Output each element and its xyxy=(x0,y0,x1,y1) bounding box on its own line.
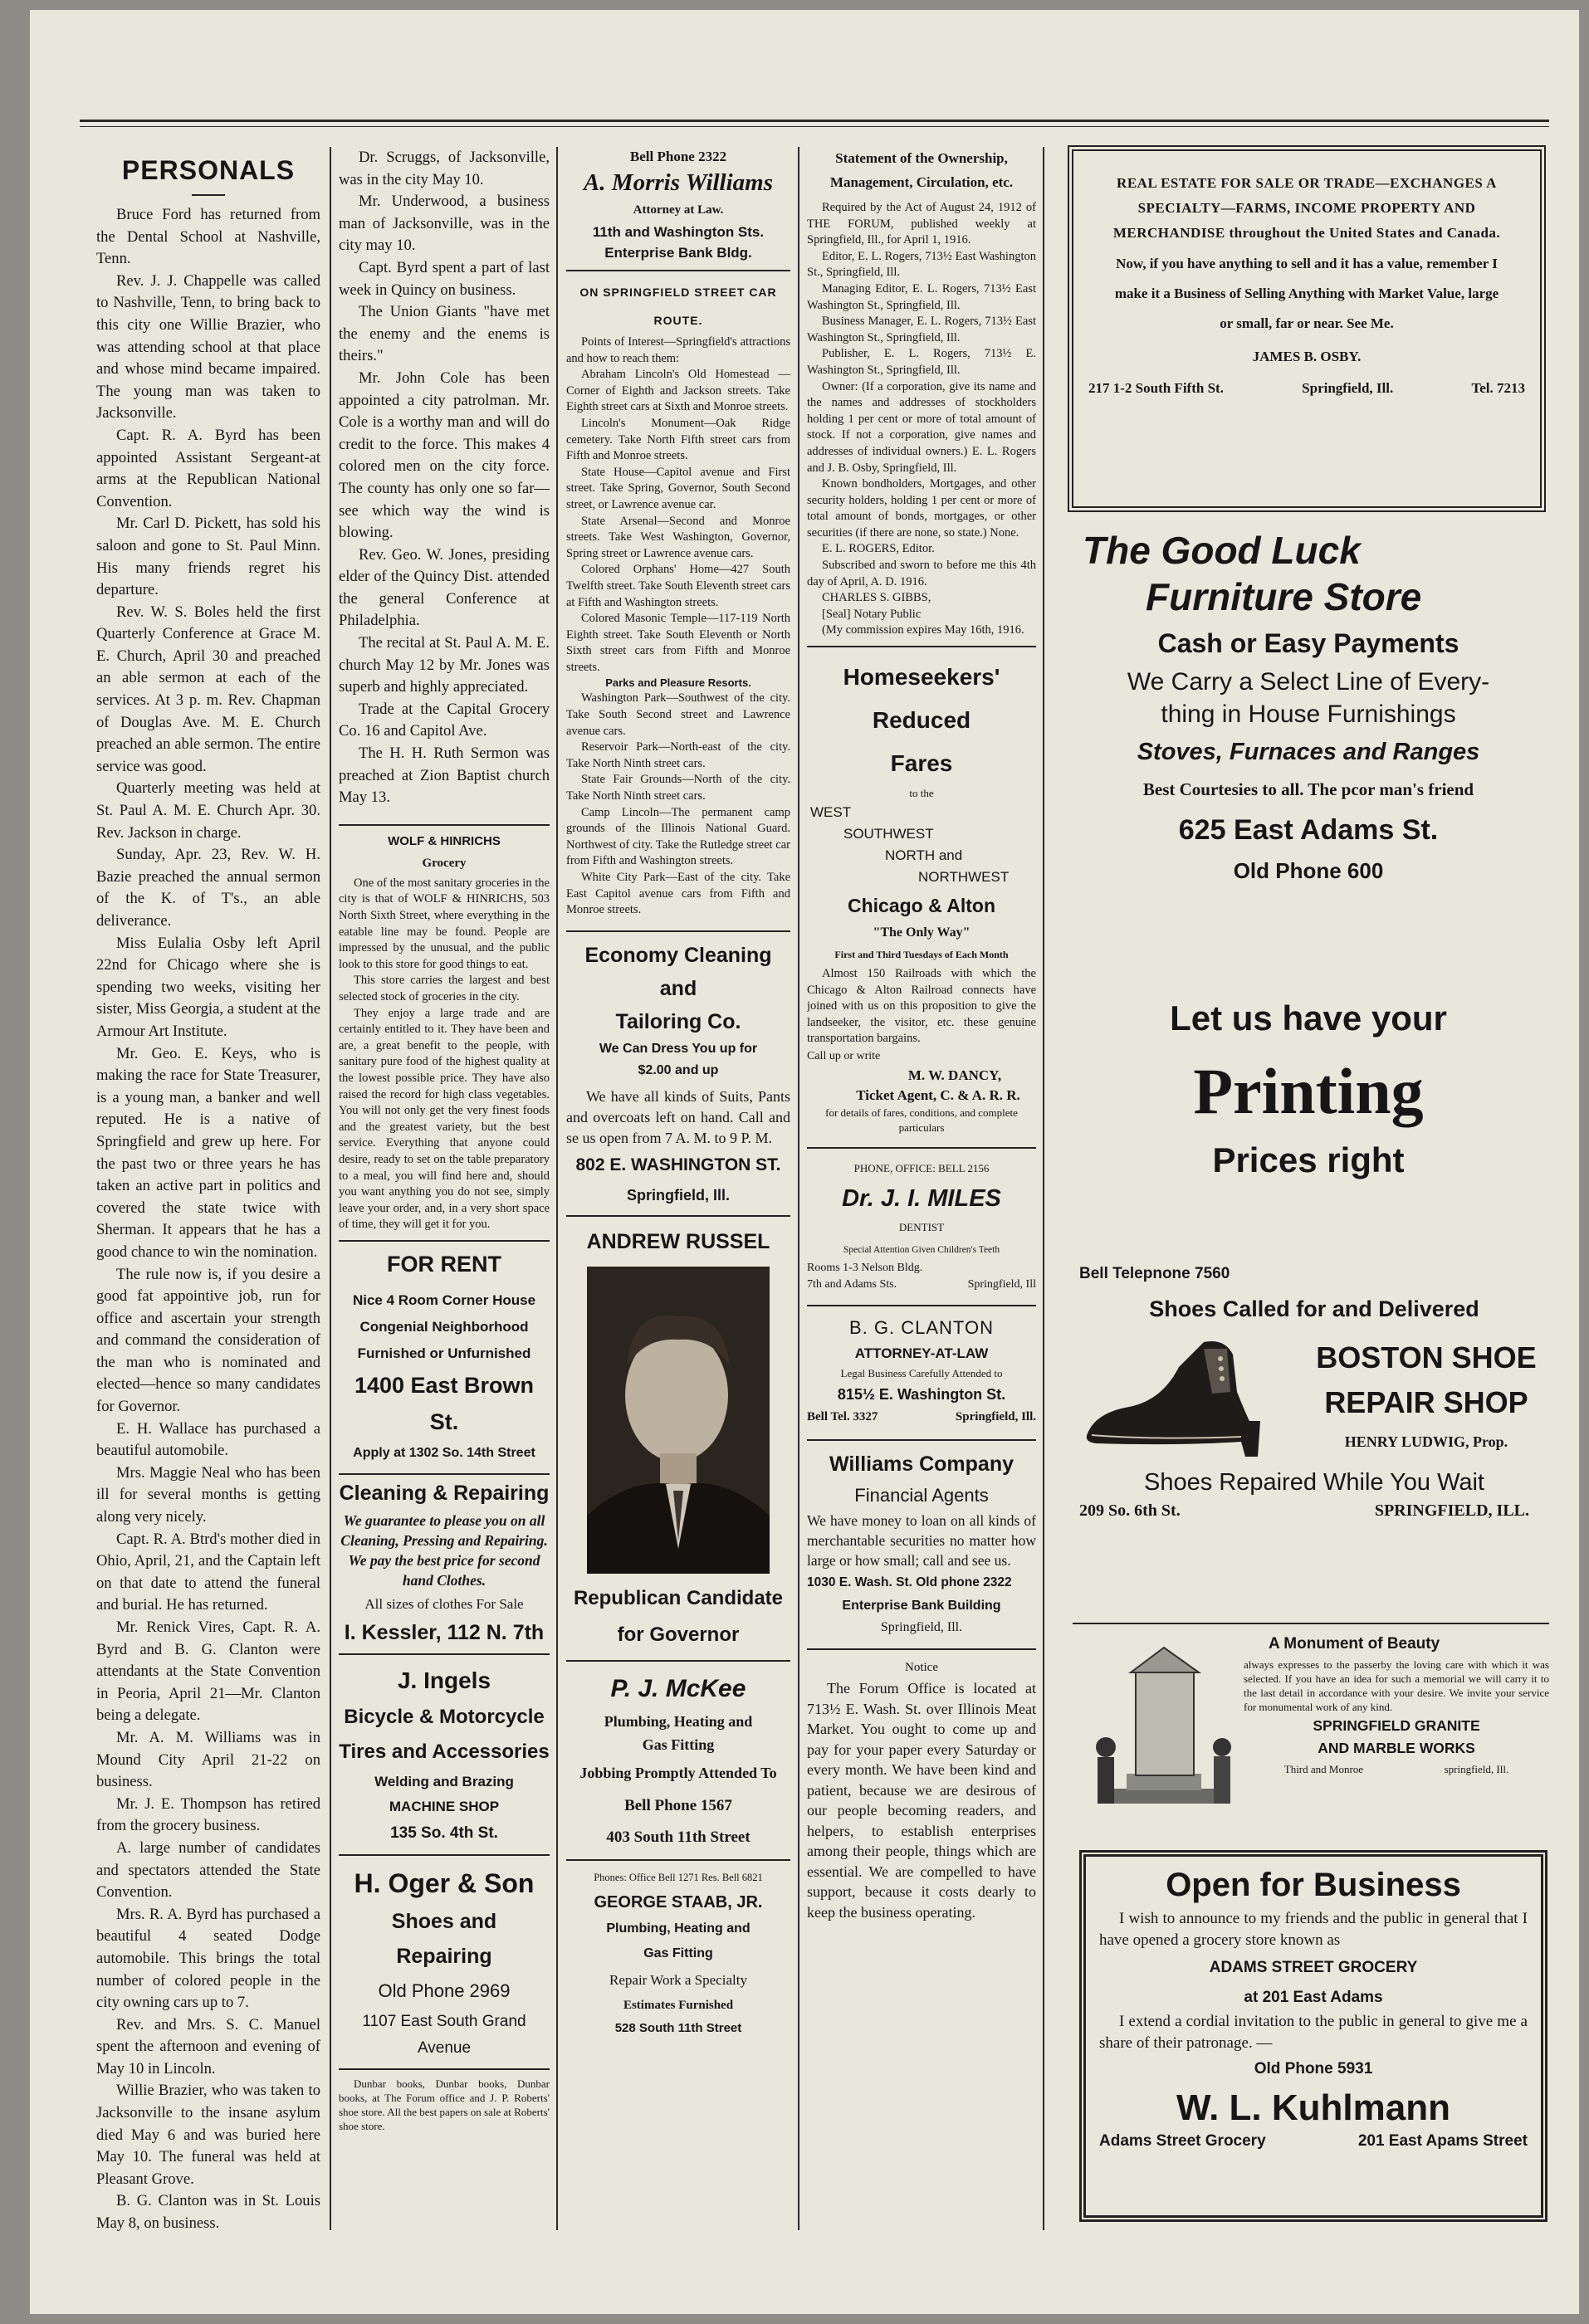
open-body-2: I extend a cordial invitation to the public in general to give me a share of their patronage. — xyxy=(1099,2013,1528,2052)
oger-line: Repairing xyxy=(396,1944,492,1968)
clanton-address: 815½ E. Washington St. xyxy=(837,1386,1006,1403)
clanton-name: B. G. CLANTON xyxy=(849,1317,994,1338)
economy-city: Springfield, Ill. xyxy=(626,1186,730,1204)
paragraph: The recital at St. Paul A. M. E. church May 12 by Mr. Jones was superb and highly appreciated. xyxy=(339,634,550,696)
mckee-phone: Bell Phone 1567 xyxy=(624,1796,732,1814)
staab-line: Plumbing, Heating and xyxy=(606,1921,750,1936)
furniture-stoves: Stoves, Furnaces and Ranges xyxy=(1137,739,1480,765)
miles-name: Dr. J. I. MILES xyxy=(842,1185,1001,1212)
osby-real-estate-ad xyxy=(1068,145,1546,512)
paragraph: One of the most sanitary groceries in the city is that of WOLF & HINRICHS, 503 North Sixth Street, where everything in the eatable line may be found. People are impressed by the unusual, and the public look to this store for good things to eat. xyxy=(339,876,550,971)
paragraph: Editor, E. L. Rogers, 713½ East Washington St., Springfield, Ill. xyxy=(807,249,1036,280)
paragraph: Mr. A. M. Williams was in Mound City April 21-22 on business. xyxy=(96,1728,320,1791)
divider xyxy=(807,646,1036,647)
staab-line: Gas Fitting xyxy=(643,1946,713,1960)
paragraph: Rev. and Mrs. S. C. Manuel spent the afternoon and evening of May 10 in Lincoln. xyxy=(96,2015,320,2077)
open-title: Open for Business xyxy=(1166,1867,1461,1903)
wolf-hinrichs-body xyxy=(339,876,550,1233)
divider xyxy=(807,1147,1036,1149)
paragraph: Managing Editor, E. L. Rogers, 713½ East Washington St., Springfield, Ill. xyxy=(807,281,1036,312)
paragraph: The H. H. Ruth Sermon was preached at Zion Baptist church May 13. xyxy=(339,745,550,807)
for-rent-address: 1400 East Brown St. xyxy=(354,1372,535,1434)
paragraph: State Fair Grounds—North of the city. Take North Ninth street cars. xyxy=(566,773,790,803)
economy-body: We have all kinds of Suits, Pants and overcoats left on hand. Call and se us open from 7 A. M. to 9 P. M. xyxy=(566,1087,790,1146)
paragraph: Washington Park—Southwest of the city. Take South Second street and Lawrence avenue cars. xyxy=(566,691,790,738)
ingels-line: Bicycle & Motorcycle xyxy=(344,1705,545,1728)
boston-city: SPRINGFIELD, ILL. xyxy=(1374,1501,1529,1520)
column-three xyxy=(566,147,790,2234)
boston-address-row xyxy=(1079,1501,1549,1521)
printing-prices: Prices right xyxy=(1212,1140,1405,1179)
furniture-store-ad xyxy=(1048,512,1549,977)
economy-offer: We Can Dress You up for xyxy=(599,1041,758,1056)
divider xyxy=(566,1660,790,1662)
staab-name: GEORGE STAAB, JR. xyxy=(594,1892,763,1911)
furniture-payments: Cash or Easy Payments xyxy=(1157,628,1459,658)
paragraph: Lincoln's Monument—Oak Ridge cemetery. Take North Fifth street cars from Fifth and Monroe streets. xyxy=(566,416,790,463)
fares-call: Call up or write xyxy=(807,1050,881,1062)
paragraph: Colored Masonic Temple—117-119 North Eighth street. Take South Eleventh or North Sixth street cars from Fifth and Monroe streets. xyxy=(566,612,790,674)
clanton-contact-row xyxy=(807,1406,1036,1428)
furniture-title: The Good Luck xyxy=(1083,529,1361,572)
for-rent-line: Nice 4 Room Corner House xyxy=(352,1291,536,1308)
fares-dest: SOUTHWEST xyxy=(843,826,934,842)
boston-body xyxy=(1079,1329,1549,1463)
paragraph: Miss Eulalia Osby left April 22nd for Chicago where she is spending two weeks, visiting her sister, Miss Georgia, a student at the Armour Art Institute. xyxy=(96,934,320,1040)
open-at: at 201 East Adams xyxy=(1244,1989,1383,2006)
fares-dest: NORTHWEST xyxy=(918,869,1010,886)
paragraph: Abraham Lincoln's Old Homestead —Corner of Eighth and Jackson streets. Take Eighth street cars at Sixth and Monroe streets. xyxy=(566,368,790,414)
miles-role: DENTIST xyxy=(898,1221,945,1233)
williams-co-role: Financial Agents xyxy=(854,1485,989,1506)
paragraph: Mr. Underwood, a business man of Jacksonville, was in the city may 10. xyxy=(339,193,550,255)
top-rule-thin xyxy=(80,126,1549,127)
osby-name: JAMES B. OSBY. xyxy=(1252,349,1362,364)
paragraph: Publisher, E. L. Rogers, 713½ E. Washington St., Springfield, Ill. xyxy=(807,347,1036,377)
granite-body: always expresses to the passerby the loving care with which it was selected. If you have an idea for such a memorial we will carry it to the last detail in accordance with your desire. We invite your service for monumental work of any kind. xyxy=(1244,1658,1549,1713)
williams-co-name: Williams Company xyxy=(829,1452,1015,1476)
paragraph: Capt. R. A. Byrd has been appointed Assistant Sergeant-at arms at the Republican National Convention. xyxy=(96,426,320,510)
miles-rooms: Rooms 1-3 Nelson Bldg. xyxy=(807,1262,923,1274)
cleaning-body: We guarantee to please you on all Cleaning, Pressing and Repairing. We pay the best price for second hand Clothes. xyxy=(340,1511,548,1589)
paragraph: Subscribed and sworn to before me this 4th day of April, A. D. 1916. xyxy=(807,559,1036,588)
fares-dest: WEST xyxy=(810,804,852,821)
ingels-title: J. Ingels xyxy=(397,1667,491,1693)
column-rule xyxy=(330,147,331,2230)
miles-address-row xyxy=(807,1277,1036,1293)
fares-days: First and Third Tuesdays of Each Month xyxy=(834,949,1009,961)
staab-address: 528 South 11th Street xyxy=(614,2020,742,2035)
staab-line: Repair Work a Specialty xyxy=(609,1971,747,1988)
mckee-line: Plumbing, Heating and xyxy=(604,1712,753,1730)
fares-dest: NORTH and xyxy=(885,847,963,864)
paragraph: Willie Brazier, who was taken to Jacksonville to the insane asylum died May 6 and was buried here May 10. The funeral was held at Pleasant Grove. xyxy=(96,2082,320,2188)
mckee-name: P. J. McKee xyxy=(610,1674,746,1702)
kessler-address: I. Kessler, 112 N. 7th xyxy=(344,1620,545,1644)
granite-ad xyxy=(1048,1631,1549,1838)
fares-agent-2: Ticket Agent, C. & A. R. R. xyxy=(856,1087,1020,1103)
russel-line: for Governor xyxy=(617,1623,740,1646)
paragraph: Rev. J. J. Chappelle was called to Nashville, Tenn, to bring back to this city one Willie Brazier, who was attending school at that place and whose mind became impaired. The young man was taken to Jacksonville. xyxy=(96,271,320,422)
divider xyxy=(807,1305,1036,1306)
granite-name: SPRINGFIELD GRANITE xyxy=(1313,1717,1480,1734)
wolf-hinrichs-sub: Grocery xyxy=(422,856,467,870)
miles-spec: Special Attention Given Children's Teeth xyxy=(843,1245,1000,1255)
granite-address-row xyxy=(1244,1759,1549,1780)
miles-phone: PHONE, OFFICE: BELL 2156 xyxy=(853,1162,990,1174)
paragraph: Bruce Ford has returned from the Dental School at Nashville, Tenn. xyxy=(96,206,320,268)
parks-list xyxy=(566,691,790,918)
williams-phone: Bell Phone 2322 xyxy=(629,149,727,164)
paragraph: Owner: (If a corporation, give its name and the names and addresses of stockholders holding 1 per cent or more of total amount of stock. If not a corporation, give names and addresses of individual owners.) E. L. Rogers and J. B. Osby, Springfield, Ill. xyxy=(807,379,1036,475)
williams-name: A. Morris Williams xyxy=(583,169,774,196)
paragraph: Mr. J. E. Thompson has retired from the grocery business. xyxy=(96,1794,320,1835)
paragraph: Rev. W. S. Boles held the first Quarterly Conference at Grace M. E. Church, April 30 and preached an able sermon at each of the services. At 3 p. m. Rev. Chapman of Douglas Ave. M. E. Church preached an able sermon. The entire service was good. xyxy=(96,603,320,775)
shoe-illustration xyxy=(1079,1334,1303,1458)
furniture-address: 625 East Adams St. xyxy=(1178,814,1439,846)
paragraph: Mrs. Maggie Neal who has been ill for several months is getting along very nicely. xyxy=(96,1463,320,1526)
paragraph: They enjoy a large trade and are certainly entitled to it. They have been and are, a great benefit to the people, with sanitary pure food of the highest quality at the lowest possible price. They have also raised the record for high class vegetables. You will not only get the very finest foods and the greatest variety, but the best service. Everything that anyone could desire, ready to set on the table preparatory to a meal, you will find here and, should you want anything you do not see, simply leave your order, and, in a very short space of time, they will get it for you. xyxy=(339,1006,550,1232)
newspaper-page xyxy=(30,10,1579,2314)
paragraph: Known bondholders, Mortgages, and other security holders, holding 1 per cent or more of total amount of bonds, mortgages, or other securities (if there are none, so state.) None. xyxy=(807,477,1036,540)
column-rule xyxy=(556,147,558,2230)
column-rule xyxy=(798,147,799,2230)
paragraph: The Union Giants "have met the enemy and the enems is theirs." xyxy=(339,303,550,365)
cleaning-title: Cleaning & Repairing xyxy=(339,1481,550,1505)
granite-name-2: AND MARBLE WORKS xyxy=(1318,1740,1475,1756)
mckee-line: Jobbing Promptly Attended To xyxy=(579,1764,777,1781)
personals-continued xyxy=(339,147,550,809)
column-two xyxy=(339,147,550,2234)
paragraph: E. H. Wallace has purchased a beautiful automobile. xyxy=(96,1419,320,1460)
personals-list xyxy=(96,204,320,2234)
staab-phones: Phones: Office Bell 1271 Res. Bell 6821 xyxy=(594,1871,763,1883)
for-rent-apply: Apply at 1302 So. 14th Street xyxy=(353,1445,535,1460)
paragraph: CHARLES S. GIBBS, xyxy=(822,591,931,605)
wolf-hinrichs-title: WOLF & HINRICHS xyxy=(388,833,501,848)
divider xyxy=(807,1439,1036,1441)
railroad-motto: "The Only Way" xyxy=(873,925,971,940)
column-four xyxy=(807,147,1036,2234)
russel-name: ANDREW RUSSEL xyxy=(586,1229,770,1253)
oger-title: H. Oger & Son xyxy=(354,1868,535,1898)
ownership-title: Statement of the Ownership, xyxy=(835,150,1008,166)
divider xyxy=(339,1854,550,1856)
paragraph: Quarterly meeting was held at St. Paul A. M. E. Church Apr. 30. Rev. Jackson in charge. xyxy=(96,779,320,842)
furniture-courtesy: Best Courtesies to all. The pcor man's friend xyxy=(1142,779,1474,799)
mckee-address: 403 South 11th Street xyxy=(606,1828,750,1846)
furniture-line: We Carry a Select Line of Every- xyxy=(1127,668,1490,696)
furniture-phone: Old Phone 600 xyxy=(1233,858,1384,883)
ownership-statement xyxy=(807,200,1036,639)
paragraph: Mr. Geo. E. Keys, who is making the race for State Treasurer, is a young man, a banker and well reputed. He is a native of Springfield and grew up here. For the past two or three years he has taken an active part in politics and covered the state twice with Sherman. It appears that he has a good chance to win the nomination. xyxy=(96,1044,320,1261)
boston-wait: Shoes Repaired While You Wait xyxy=(1144,1469,1484,1496)
boston-name-2: REPAIR SHOP xyxy=(1324,1385,1528,1419)
russel-line: Republican Candidate xyxy=(573,1586,784,1609)
paragraph: This store carries the largest and best selected stock of groceries in the city. xyxy=(339,974,550,1003)
divider xyxy=(566,1859,790,1861)
railroad-name: Chicago & Alton xyxy=(847,895,996,917)
boston-called: Shoes Called for and Delivered xyxy=(1149,1296,1479,1321)
osby-tel: Tel. 7213 xyxy=(1471,380,1525,396)
ingels-line: MACHINE SHOP xyxy=(389,1798,500,1814)
divider xyxy=(339,1473,550,1475)
williams-building: Enterprise Bank Bldg. xyxy=(604,245,752,261)
paragraph: E. L. ROGERS, Editor. xyxy=(822,542,935,556)
paragraph: (My commission expires May 16th, 1916. xyxy=(822,623,1024,637)
personals-heading: PERSONALS xyxy=(121,155,296,185)
paragraph: Mr. Carl D. Pickett, has sold his saloon and gone to St. Paul Minn. His many friends regret his departure. xyxy=(96,515,320,599)
divider xyxy=(339,1653,550,1655)
for-rent-title: FOR RENT xyxy=(387,1251,501,1277)
printing-ad xyxy=(1048,977,1549,1259)
ingels-line: Welding and Brazing xyxy=(374,1773,514,1789)
oger-phone: Old Phone 2969 xyxy=(378,1980,511,2001)
granite-title: A Monument of Beauty xyxy=(1269,1635,1440,1653)
paragraph: Capt. R. A. Btrd's mother died in Ohio, April, 21, and the Captain left on that date to attend the funeral and burial. He has returned. xyxy=(96,1530,320,1614)
clanton-city: Springfield, Ill. xyxy=(955,1410,1036,1423)
column-rule xyxy=(1043,147,1044,2230)
osby-contact-row xyxy=(1088,380,1525,397)
williams-co-city: Springfield, Ill. xyxy=(880,1620,963,1634)
paragraph: Trade at the Capital Grocery Co. 16 and Capitol Ave. xyxy=(339,700,550,740)
for-rent-line: Congenial Neighborhood xyxy=(359,1318,529,1335)
divider xyxy=(1073,1623,1549,1624)
granite-text xyxy=(1239,1631,1549,1838)
route-title: ON SPRINGFIELD STREET CAR ROUTE. xyxy=(579,286,777,327)
boston-name-block xyxy=(1303,1329,1549,1463)
paragraph: White City Park—East of the city. Take East Capitol avenue cars from Fifth and Monroe streets. xyxy=(566,871,790,917)
fares-to: to the xyxy=(909,787,934,800)
heading-divider xyxy=(192,194,225,196)
paragraph: Business Manager, E. L. Rogers, 713½ East Washington St., Springfield, Ill. xyxy=(807,315,1036,344)
ingels-line: Tires and Accessories xyxy=(339,1740,550,1763)
paragraph: State Arsenal—Second and Monroe streets. Take West Washington, Governor, Spring street or Lawrence avenue cars. xyxy=(566,514,790,560)
divider xyxy=(339,1240,550,1242)
williams-co-body: We have money to loan on all kinds of merchantable securities no matter how large or how small; call and see us. xyxy=(807,1512,1036,1569)
economy-title: Economy Cleaning and xyxy=(584,943,772,1000)
economy-address: 802 E. WASHINGTON ST. xyxy=(575,1155,781,1174)
paragraph: Mr. John Cole has been appointed a city patrolman. Mr. Cole is a worthy man and will do credit to the force. This makes 4 colored men on the city force. The county has only one so far—see which way the wind is blowing. xyxy=(339,369,550,542)
clanton-line: Legal Business Carefully Attended to xyxy=(840,1367,1003,1379)
boston-name: BOSTON SHOE xyxy=(1316,1340,1537,1374)
paragraph: A. large number of candidates and spectators attended the State Convention. xyxy=(96,1838,320,1902)
open-store: ADAMS STREET GROCERY xyxy=(1209,1959,1418,1976)
route-list xyxy=(566,334,790,676)
paragraph: The rule now is, if you desire a good fat appointive job, run for office and ascertain your strength and command the consideration of the man who is nominated and elected—hence so many candidates for Governor. xyxy=(96,1265,320,1416)
paragraph: State House—Capitol avenue and First street. Take Spring, Governor, South Second street, or Lawrence avenue car. xyxy=(566,465,790,511)
dunbar-notice: Dunbar books, Dunbar books, Dunbar books, at The Forum office and J. P. Roberts' shoe store. All the best papers on sale at Roberts' shoe store. xyxy=(339,2077,550,2132)
top-rule xyxy=(80,120,1549,122)
boston-shoe-ad xyxy=(1048,1259,1549,1616)
paragraph: Mr. Renick Vires, Capt. R. A. Byrd and B. G. Clanton were attendants at the State Convention in Peoria, April 21—Mr. Clanton being a delegate. xyxy=(96,1618,320,1725)
monument-illustration xyxy=(1081,1631,1239,1814)
open-body: I wish to announce to my friends and the public in general that I have opened a grocery store known as xyxy=(1099,1910,1528,1949)
open-footer-address: 201 East Apams Street xyxy=(1357,2132,1528,2150)
fares-title-2: Reduced xyxy=(872,707,971,734)
boston-phone: Bell Telepnone 7560 xyxy=(1079,1265,1230,1282)
fares-details: for details of fares, conditions, and complete particulars xyxy=(825,1106,1018,1134)
printing-line: Let us have your xyxy=(1170,998,1447,1038)
printing-title: Printing xyxy=(1193,1055,1424,1127)
granite-city: springfield, Ill. xyxy=(1444,1763,1509,1775)
miles-address: 7th and Adams Sts. xyxy=(807,1278,897,1291)
personals-column xyxy=(96,147,320,2234)
clanton-role: ATTORNEY-AT-LAW xyxy=(854,1345,989,1361)
granite-address: Third and Monroe xyxy=(1283,1763,1364,1775)
paragraph: Dr. Scruggs, of Jacksonville, was in the city May 10. xyxy=(339,149,550,188)
paragraph: Sunday, Apr. 23, Rev. W. H. Bazie preached the annual sermon of the K. of T's., an able deliverance. xyxy=(96,846,320,930)
fares-body: Almost 150 Railroads with which the Chicago & Alton Railroad connects have joined with us on this proposition to give the landseeker, the visitor, etc. these genuine transportation bargains. xyxy=(807,967,1036,1046)
divider xyxy=(566,270,790,271)
divider xyxy=(339,824,550,826)
open-footer xyxy=(1099,2132,1528,2151)
column-five xyxy=(1048,139,1549,2234)
fares-agent: M. W. DANCY, xyxy=(907,1067,1002,1083)
economy-price: $2.00 and up xyxy=(638,1062,719,1077)
furniture-line-2: thing in House Furnishings xyxy=(1161,701,1456,728)
ownership-title-2: Management, Circulation, etc. xyxy=(829,174,1014,190)
mckee-line: Gas Fitting xyxy=(642,1736,715,1753)
open-footer-store: Adams Street Grocery xyxy=(1099,2132,1266,2150)
candidate-portrait xyxy=(587,1267,770,1574)
williams-co-address: 1030 E. Wash. St. Old phone 2322 xyxy=(807,1575,1012,1589)
paragraph: B. G. Clanton was in St. Louis May 8, on business. xyxy=(96,2192,320,2233)
osby-offer: Now, if you have anything to sell and it has a value, remember I make it a Business of Selling Anything with Market Value, large or small, far or near. See Me. xyxy=(1114,256,1499,331)
paragraph: Reservoir Park—North-east of the city. Take North Ninth street cars. xyxy=(566,740,790,770)
williams-co-building: Enterprise Bank Building xyxy=(842,1599,1001,1613)
divider xyxy=(566,1215,790,1217)
parks-heading: Parks and Pleasure Resorts. xyxy=(605,676,751,690)
paragraph: Colored Orphans' Home—427 South Twelfth street. Take South Eleventh street cars at Fifth and Washington streets. xyxy=(566,563,790,609)
oger-line: Shoes and xyxy=(391,1909,497,1933)
fares-title: Homeseekers' xyxy=(843,664,1000,691)
open-phone: Old Phone 5931 xyxy=(1254,2060,1373,2077)
kuhlmann-grocery-ad xyxy=(1079,1850,1547,2222)
clanton-tel: Bell Tel. 3327 xyxy=(807,1410,878,1423)
oger-address: 1107 East South Grand Avenue xyxy=(362,2012,526,2057)
fares-title-3: Fares xyxy=(890,750,953,777)
osby-body: REAL ESTATE FOR SALE OR TRADE—EXCHANGES A SPECIALTY—FARMS, INCOME PROPERTY AND MERCHANDISE throughout the United States and Canada. xyxy=(1112,175,1501,241)
williams-address: 11th and Washington Sts. xyxy=(592,224,765,240)
for-rent-line: Furnished or Unfurnished xyxy=(357,1345,531,1361)
boston-address: 209 So. 6th St. xyxy=(1079,1501,1181,1520)
boston-prop: HENRY LUDWIG, Prop. xyxy=(1344,1433,1508,1450)
divider xyxy=(339,2068,550,2070)
osby-address: 217 1-2 South Fifth St. xyxy=(1088,380,1224,396)
notice-title: Notice xyxy=(905,1661,938,1674)
paragraph: Mrs. R. A. Byrd has purchased a beautiful 4 seated Dodge automobile. This brings the total number of colored people in the city owning cars up to 7. xyxy=(96,1905,320,2012)
cleaning-styles: All sizes of clothes For Sale xyxy=(364,1595,524,1612)
paragraph: Rev. Geo. W. Jones, presiding elder of the Quincy Dist. attended the general Conference at Philadelphia. xyxy=(339,545,550,630)
osby-city: Springfield, Ill. xyxy=(1302,380,1394,396)
ingels-address: 135 So. 4th St. xyxy=(390,1824,498,1842)
open-name: W. L. Kuhlmann xyxy=(1176,2087,1450,2128)
divider xyxy=(807,1648,1036,1650)
paragraph: Required by the Act of August 24, 1912 of THE FORUM, published weekly at Springfield, Ill., for April 1, 1916. xyxy=(807,201,1036,247)
paragraph: Points of Interest—Springfield's attractions and how to reach them: xyxy=(566,335,790,365)
divider xyxy=(566,930,790,932)
williams-role: Attorney at Law. xyxy=(633,203,724,217)
paragraph: [Seal] Notary Public xyxy=(822,607,922,621)
notice-body: The Forum Office is located at 713½ E. Wash. St. over Illinois Meat Market. You ought to come up and pay for your paper every Saturday or every month. We have been kind and patient, because we are desirous of our people becoming readers, and helpers, to establish enterprises among their people, things which are essential. We are compelled to have support, because it costs dearly to keep the business operating. xyxy=(807,1680,1036,1921)
staab-line: Estimates Furnished xyxy=(623,1998,734,2012)
paragraph: Capt. Byrd spent a part of last week in Quincy on business. xyxy=(339,258,550,299)
paragraph: Camp Lincoln—The permanent camp grounds of the Illinois National Guard. Northwest of city. Take the Rutledge street car from Fifth and Washington streets. xyxy=(566,805,790,868)
miles-city: Springfield, Ill xyxy=(967,1278,1036,1291)
furniture-title-2: Furniture Store xyxy=(1146,575,1422,618)
economy-title-2: Tailoring Co. xyxy=(615,1009,741,1033)
